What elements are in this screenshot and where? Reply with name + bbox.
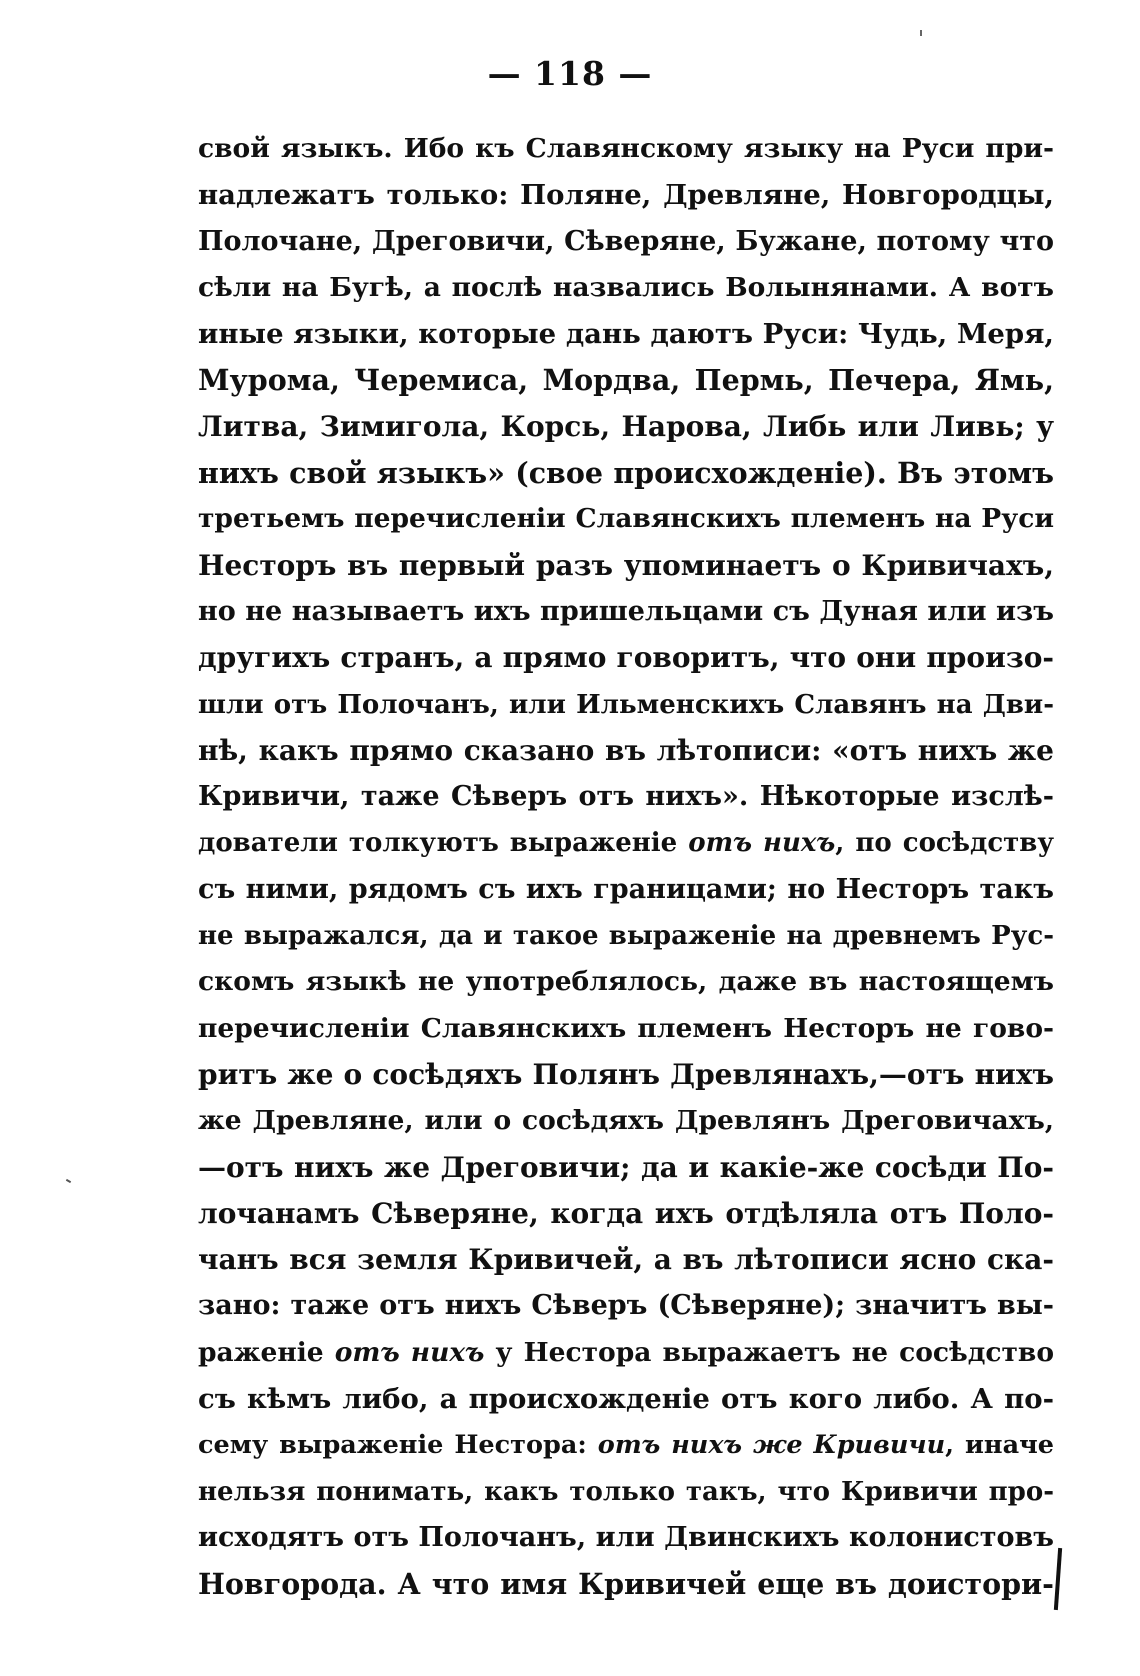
text-line: перечисленіи Славянскихъ племенъ Несторъ не гово-: [198, 1012, 1054, 1044]
text-line: —отъ нихъ же Дреговичи; да и какіе-же сосѣди По-: [198, 1150, 1054, 1184]
text-line: же Древляне, или о сосѣдяхъ Древлянъ Дреговичахъ,: [198, 1105, 1054, 1137]
text-line: скомъ языкѣ не употреблялось, даже въ настоящемъ: [198, 966, 1054, 998]
text-line: нельзя понимать, какъ только такъ, что Кривичи про-: [198, 1476, 1054, 1507]
text-line: сѣли на Бугѣ, а послѣ назвались Волынянами. А вотъ: [198, 271, 1054, 303]
text-line: Литва, Зимигола, Корсь, Нарова, Либь или Ливь; у: [198, 409, 1054, 443]
text-line: раженіе отъ нихъ у Нестора выражаетъ не сосѣдство: [198, 1336, 1055, 1368]
text-line: чанъ вся земля Кривичей, а въ лѣтописи ясно ска-: [198, 1243, 1054, 1277]
text-line: исходятъ отъ Полочанъ, или Двинскихъ колонистовъ: [198, 1521, 1054, 1553]
scan-speck: [66, 1179, 71, 1183]
text-line: дователи толкуютъ выраженіе отъ нихъ, по сосѣдству: [198, 828, 1055, 859]
page-number: — 118 —: [487, 54, 653, 93]
text-line: нѣ, какъ прямо сказано въ лѣтописи: «отъ нихъ же: [198, 733, 1054, 767]
scan-speck: [920, 30, 922, 36]
text-line: лочанамъ Сѣверяне, когда ихъ отдѣляла отъ Поло-: [198, 1196, 1054, 1230]
text-line: шли отъ Полочанъ, или Ильменскихъ Славянъ на Дви-: [198, 689, 1054, 720]
body-text: [198, 126, 1054, 1608]
text-line: съ ними, рядомъ съ ихъ границами; но Несторъ такъ: [198, 873, 1054, 905]
text-line: сему выраженіе Нестора: отъ нихъ же Кривичи, иначе: [198, 1430, 1054, 1461]
text-line: Несторъ въ первый разъ упоминаетъ о Кривичахъ,: [198, 548, 1054, 582]
text-line: нихъ свой языкъ» (свое происхожденіе). Въ этомъ: [198, 456, 1054, 491]
italic-phrase: отъ нихъ же Кривичи: [597, 1430, 946, 1461]
text-line: Новгорода. А что имя Кривичей еще въ доистори-: [198, 1567, 1054, 1602]
text-line: зано: таже отъ нихъ Сѣверъ (Сѣверяне); значитъ вы-: [198, 1290, 1054, 1322]
italic-phrase: отъ нихъ: [334, 1336, 485, 1368]
text-line: ритъ же о сосѣдяхъ Полянъ Древлянахъ,—отъ нихъ: [198, 1057, 1054, 1091]
text-line: надлежатъ только: Поляне, Древляне, Новгородцы,: [198, 179, 1054, 212]
italic-phrase: отъ нихъ: [688, 828, 836, 859]
scan-edge-mark: [1054, 1548, 1062, 1610]
text-line: съ кѣмъ либо, а происхожденіе отъ кого либо. А по-: [198, 1383, 1054, 1416]
text-line: другихъ странъ, а прямо говоритъ, что они произо-: [198, 641, 1054, 675]
text-line: Мурома, Черемиса, Мордва, Пермь, Печера, Ямь,: [198, 363, 1054, 398]
text-line: свой языкъ. Ибо къ Славянскому языку на Руси при-: [198, 133, 1054, 164]
text-line: иные языки, которые дань даютъ Руси: Чудь, Меря,: [198, 318, 1054, 351]
text-line: но не называетъ ихъ пришельцами съ Дуная или изъ: [198, 595, 1054, 627]
text-line: Полочане, Дреговичи, Сѣверяне, Бужане, потому что: [198, 225, 1054, 257]
text-line: не выражался, да и такое выраженіе на древнемъ Рус-: [198, 921, 1054, 952]
text-line: третьемъ перечисленіи Славянскихъ племенъ на Руси: [198, 503, 1054, 535]
text-line: Кривичи, таже Сѣверъ отъ нихъ». Нѣкоторые изслѣ-: [198, 781, 1054, 813]
